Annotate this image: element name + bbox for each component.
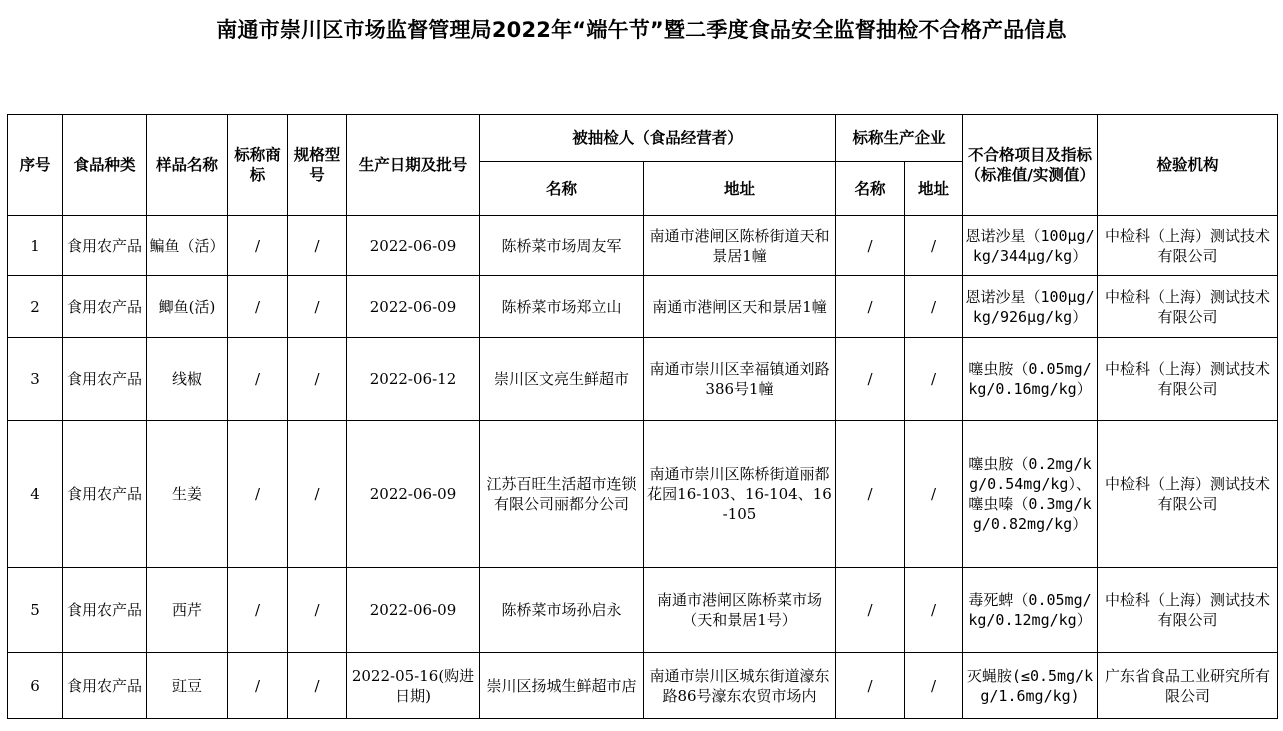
cell-seq: 6 xyxy=(8,653,63,719)
cell-unqualified-item: 恩诺沙星（100μg/kg/926μg/kg） xyxy=(963,276,1098,338)
cell-seller-addr: 南通市崇川区幸福镇通刘路386号1幢 xyxy=(644,338,836,421)
unqualified-products-table xyxy=(7,114,1278,719)
cell-trademark: / xyxy=(228,276,288,338)
cell-date: 2022-06-09 xyxy=(347,276,480,338)
cell-producer-addr: / xyxy=(905,568,963,653)
col-header-date-batch: 生产日期及批号 xyxy=(347,115,480,216)
cell-sample: 线椒 xyxy=(147,338,228,421)
cell-date: 2022-06-12 xyxy=(347,338,480,421)
cell-seller: 崇川区文亮生鲜超市 xyxy=(480,338,644,421)
col-header-spec: 规格型号 xyxy=(288,115,347,216)
cell-food-type: 食用农产品 xyxy=(63,338,147,421)
cell-producer-addr: / xyxy=(905,653,963,719)
cell-producer-name: / xyxy=(836,216,905,276)
cell-producer-name: / xyxy=(836,568,905,653)
table-row xyxy=(8,421,1278,568)
cell-unqualified-item: 毒死蜱（0.05mg/kg/0.12mg/kg） xyxy=(963,568,1098,653)
cell-lab: 中检科（上海）测试技术有限公司 xyxy=(1098,568,1278,653)
cell-seq: 5 xyxy=(8,568,63,653)
cell-producer-name: / xyxy=(836,421,905,568)
cell-seller: 陈桥菜市场孙启永 xyxy=(480,568,644,653)
cell-trademark: / xyxy=(228,338,288,421)
cell-unqualified-item: 恩诺沙星（100μg/kg/344μg/kg） xyxy=(963,216,1098,276)
col-header-producer-addr: 地址 xyxy=(905,162,963,216)
cell-date: 2022-06-09 xyxy=(347,421,480,568)
cell-seller: 江苏百旺生活超市连锁有限公司丽都分公司 xyxy=(480,421,644,568)
cell-lab: 广东省食品工业研究所有限公司 xyxy=(1098,653,1278,719)
cell-spec: / xyxy=(288,338,347,421)
cell-seq: 4 xyxy=(8,421,63,568)
cell-trademark: / xyxy=(228,216,288,276)
cell-spec: / xyxy=(288,421,347,568)
cell-spec: / xyxy=(288,216,347,276)
cell-unqualified-item: 噻虫胺（0.05mg/kg/0.16mg/kg） xyxy=(963,338,1098,421)
cell-producer-name: / xyxy=(836,276,905,338)
cell-trademark: / xyxy=(228,421,288,568)
col-header-inspected-addr: 地址 xyxy=(644,162,836,216)
cell-spec: / xyxy=(288,653,347,719)
header-row-1 xyxy=(8,115,1278,162)
cell-sample: 鲫鱼(活) xyxy=(147,276,228,338)
cell-seller-addr: 南通市崇川区城东街道濠东路86号濠东农贸市场内 xyxy=(644,653,836,719)
page-title: 南通市崇川区市场监督管理局2022年“端午节”暨二季度食品安全监督抽检不合格产品信息 xyxy=(216,18,1067,42)
cell-seq: 3 xyxy=(8,338,63,421)
table-row xyxy=(8,276,1278,338)
col-header-food-type: 食品种类 xyxy=(63,115,147,216)
cell-sample: 豇豆 xyxy=(147,653,228,719)
cell-sample: 西芹 xyxy=(147,568,228,653)
cell-producer-name: / xyxy=(836,653,905,719)
col-header-trademark: 标称商标 xyxy=(228,115,288,216)
col-header-sample-name: 样品名称 xyxy=(147,115,228,216)
cell-producer-addr: / xyxy=(905,216,963,276)
cell-food-type: 食用农产品 xyxy=(63,653,147,719)
cell-seq: 2 xyxy=(8,276,63,338)
col-header-producer-group: 标称生产企业 xyxy=(836,115,963,162)
cell-date: 2022-06-09 xyxy=(347,568,480,653)
cell-sample: 鳊鱼（活） xyxy=(147,216,228,276)
col-header-inspected-group: 被抽检人（食品经营者） xyxy=(480,115,836,162)
cell-seq: 1 xyxy=(8,216,63,276)
cell-unqualified-item: 灭蝇胺(≤0.5mg/kg/1.6mg/kg) xyxy=(963,653,1098,719)
cell-seller-addr: 南通市港闸区陈桥菜市场（天和景居1号） xyxy=(644,568,836,653)
cell-food-type: 食用农产品 xyxy=(63,568,147,653)
cell-lab: 中检科（上海）测试技术有限公司 xyxy=(1098,276,1278,338)
col-header-seq: 序号 xyxy=(8,115,63,216)
cell-producer-addr: / xyxy=(905,421,963,568)
cell-food-type: 食用农产品 xyxy=(63,276,147,338)
col-header-unqualified: 不合格项目及指标（标准值/实测值） xyxy=(963,115,1098,216)
cell-lab: 中检科（上海）测试技术有限公司 xyxy=(1098,338,1278,421)
table-row xyxy=(8,216,1278,276)
cell-seller-addr: 南通市港闸区陈桥街道天和景居1幢 xyxy=(644,216,836,276)
cell-date: 2022-05-16(购进日期) xyxy=(347,653,480,719)
table-row xyxy=(8,653,1278,719)
cell-lab: 中检科（上海）测试技术有限公司 xyxy=(1098,216,1278,276)
table-row xyxy=(8,338,1278,421)
cell-producer-addr: / xyxy=(905,276,963,338)
cell-seller: 陈桥菜市场周友军 xyxy=(480,216,644,276)
cell-sample: 生姜 xyxy=(147,421,228,568)
cell-unqualified-item: 噻虫胺（0.2mg/kg/0.54mg/kg）、噻虫嗪（0.3mg/kg/0.82mg/kg） xyxy=(963,421,1098,568)
table-row xyxy=(8,568,1278,653)
cell-food-type: 食用农产品 xyxy=(63,421,147,568)
cell-seller: 陈桥菜市场郑立山 xyxy=(480,276,644,338)
cell-seller: 崇川区扬城生鲜超市店 xyxy=(480,653,644,719)
cell-lab: 中检科（上海）测试技术有限公司 xyxy=(1098,421,1278,568)
cell-spec: / xyxy=(288,568,347,653)
col-header-lab: 检验机构 xyxy=(1098,115,1278,216)
cell-seller-addr: 南通市崇川区陈桥街道丽都花园16-103、16-104、16-105 xyxy=(644,421,836,568)
cell-seller-addr: 南通市港闸区天和景居1幢 xyxy=(644,276,836,338)
col-header-producer-name: 名称 xyxy=(836,162,905,216)
cell-date: 2022-06-09 xyxy=(347,216,480,276)
cell-food-type: 食用农产品 xyxy=(63,216,147,276)
cell-trademark: / xyxy=(228,653,288,719)
cell-spec: / xyxy=(288,276,347,338)
cell-producer-name: / xyxy=(836,338,905,421)
cell-producer-addr: / xyxy=(905,338,963,421)
col-header-inspected-name: 名称 xyxy=(480,162,644,216)
cell-trademark: / xyxy=(228,568,288,653)
